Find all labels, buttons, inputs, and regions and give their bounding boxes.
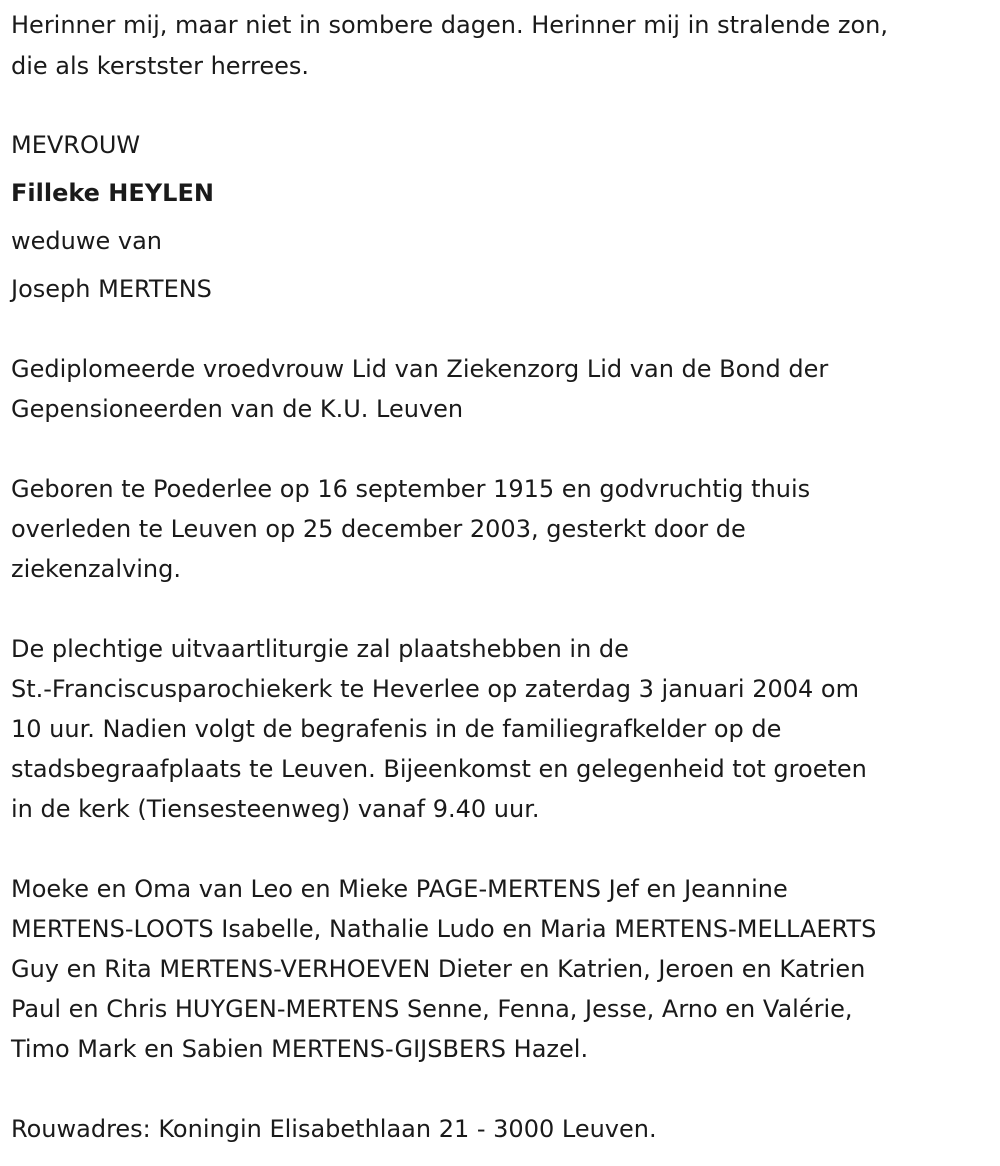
deceased-name: Filleke HEYLEN <box>11 179 214 207</box>
deceased-relation: weduwe van <box>11 227 162 255</box>
birth-death-line-3: ziekenzalving. <box>11 555 181 583</box>
family-line-1: Moeke en Oma van Leo en Mieke PAGE-MERTENS Jef en Jeannine <box>11 875 788 903</box>
family-line-2: MERTENS-LOOTS Isabelle, Nathalie Ludo en Maria MERTENS-MELLAERTS <box>11 915 877 943</box>
funeral-line-5: in de kerk (Tiensesteenweg) vanaf 9.40 uur. <box>11 795 540 823</box>
funeral-line-2: St.-Franciscusparochiekerk te Heverlee op zaterdag 3 januari 2004 om <box>11 675 859 703</box>
funeral-line-4: stadsbegraafplaats te Leuven. Bijeenkomst en gelegenheid tot groeten <box>11 755 867 783</box>
family-line-4: Paul en Chris HUYGEN-MERTENS Senne, Fenna, Jesse, Arno en Valérie, <box>11 995 853 1023</box>
funeral-line-1: De plechtige uitvaartliturgie zal plaatshebben in de <box>11 635 629 663</box>
occupation-line-1: Gediplomeerde vroedvrouw Lid van Ziekenzorg Lid van de Bond der <box>11 355 829 383</box>
motto-line-2: die als kerstster herrees. <box>11 52 309 80</box>
deceased-title: MEVROUW <box>11 131 141 159</box>
birth-death-line-1: Geboren te Poederlee op 16 september 1915 en godvruchtig thuis <box>11 475 811 503</box>
funeral-line-3: 10 uur. Nadien volgt de begrafenis in de familiegrafkelder op de <box>11 715 782 743</box>
motto-line-1: Herinner mij, maar niet in sombere dagen. Herinner mij in stralende zon, <box>11 11 888 39</box>
occupation-line-2: Gepensioneerden van de K.U. Leuven <box>11 395 464 423</box>
birth-death-line-2: overleden te Leuven op 25 december 2003, gesterkt door de <box>11 515 746 543</box>
mourning-address: Rouwadres: Koningin Elisabethlaan 21 - 3000 Leuven. <box>11 1115 657 1143</box>
family-line-5: Timo Mark en Sabien MERTENS-GIJSBERS Hazel. <box>11 1035 589 1063</box>
spouse-name: Joseph MERTENS <box>11 275 212 303</box>
family-line-3: Guy en Rita MERTENS-VERHOEVEN Dieter en Katrien, Jeroen en Katrien <box>11 955 866 983</box>
